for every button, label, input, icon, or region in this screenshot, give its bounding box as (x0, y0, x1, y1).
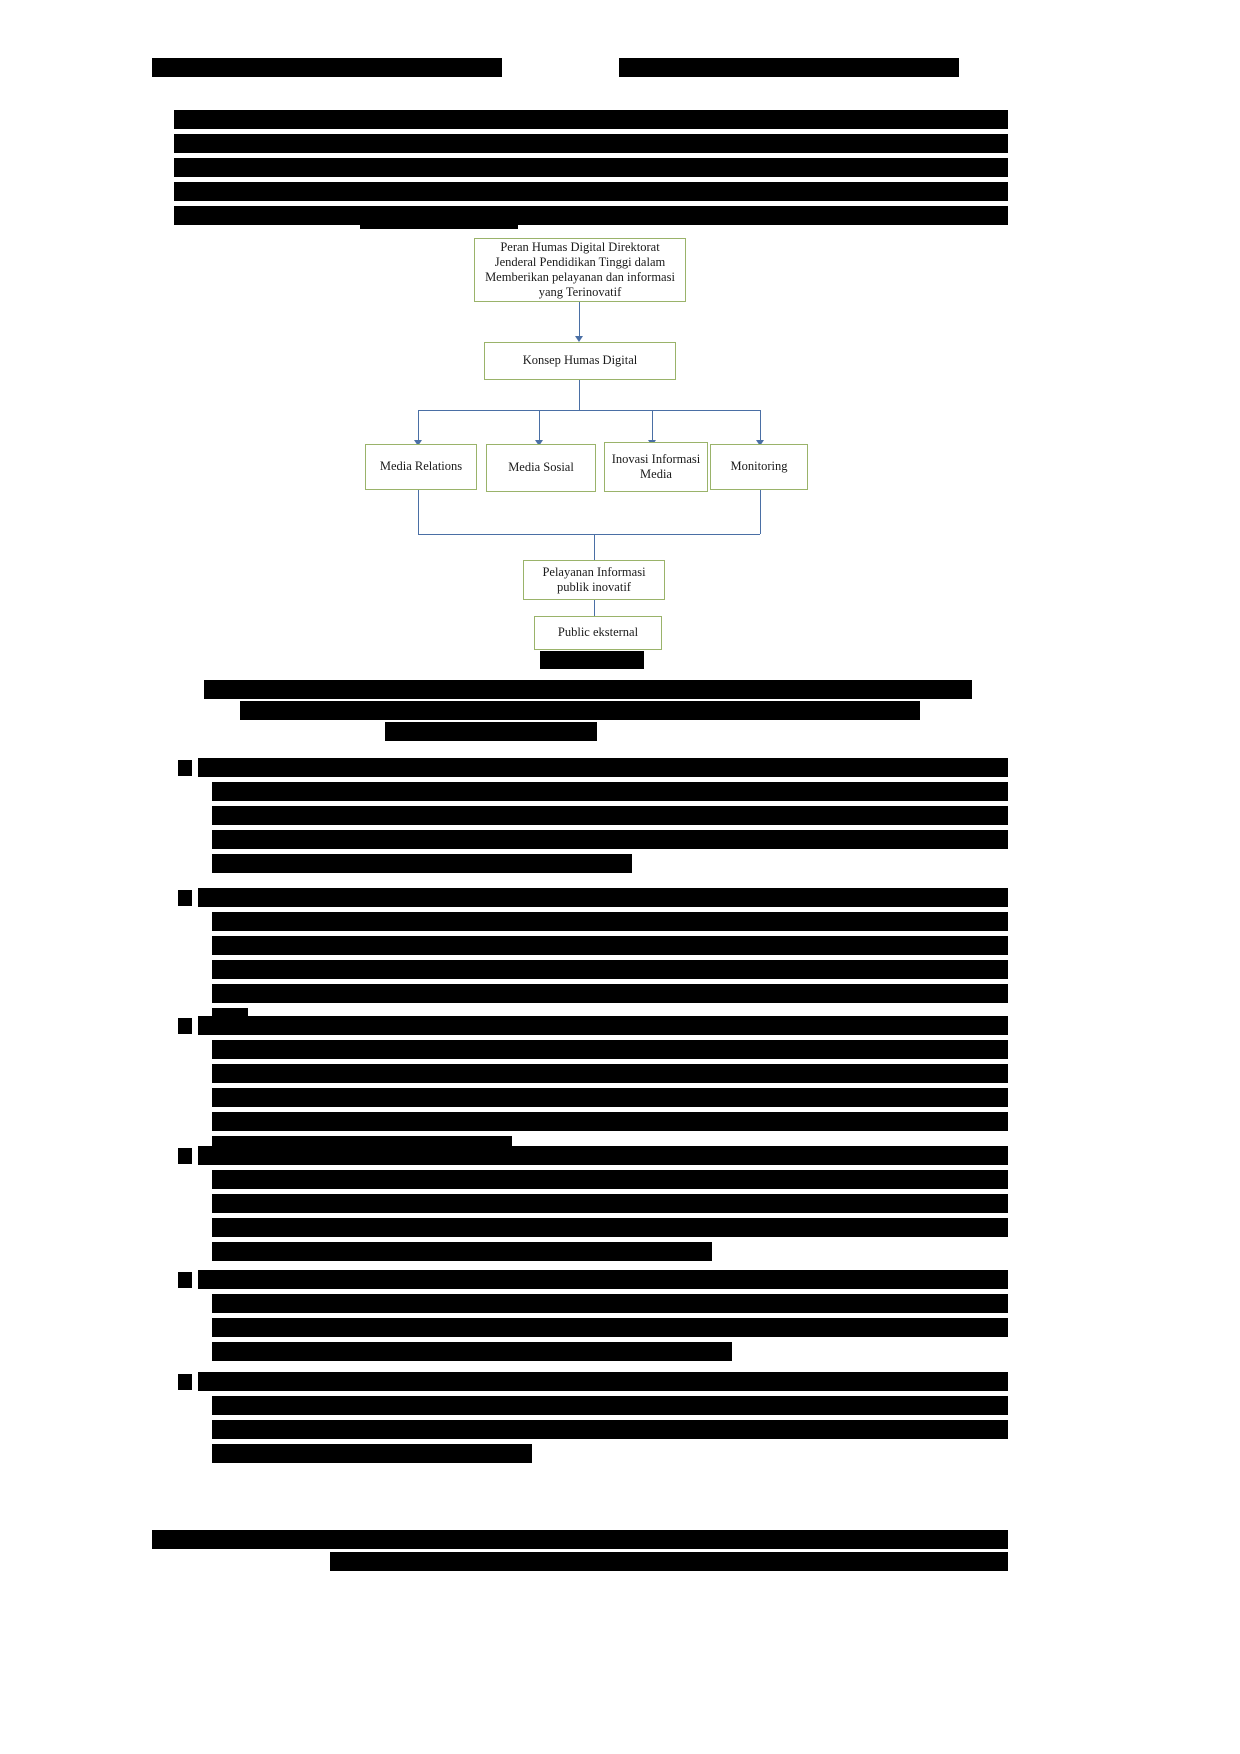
list-marker (178, 1148, 192, 1164)
redacted-bar (212, 1342, 732, 1361)
redacted-bar (174, 158, 1008, 177)
redacted-bar (198, 888, 1008, 907)
diagram-node-inovasi-informasi-media: Inovasi Informasi Media (604, 442, 708, 492)
diagram-node-public-eksternal: Public eksternal (534, 616, 662, 650)
list-marker (178, 1374, 192, 1390)
redacted-bar (212, 960, 1008, 979)
diagram-node-title: Peran Humas Digital Direktorat Jenderal Pendidikan Tinggi dalam Memberikan pelayanan dan informasi yang Terinovatif (474, 238, 686, 302)
connector-line (760, 490, 761, 534)
redacted-bar (204, 680, 972, 699)
redacted-bar (198, 1146, 1008, 1165)
redacted-bar (212, 1294, 1008, 1313)
redacted-bar (212, 1396, 1008, 1415)
redacted-bar (240, 701, 920, 720)
diagram-node-konsep: Konsep Humas Digital (484, 342, 676, 380)
redacted-bar (198, 1270, 1008, 1289)
redacted-bar (152, 1530, 1008, 1549)
redacted-bar (212, 782, 1008, 801)
diagram-node-media-sosial: Media Sosial (486, 444, 596, 492)
redacted-bar (330, 1552, 1008, 1571)
list-marker (178, 890, 192, 906)
list-marker (178, 1272, 192, 1288)
connector-line (418, 490, 419, 534)
redacted-bar (212, 854, 632, 873)
redacted-bar (198, 1372, 1008, 1391)
connector-line (579, 380, 580, 410)
diagram-node-media-relations: Media Relations (365, 444, 477, 490)
redacted-bar (212, 1242, 712, 1261)
connector-line (418, 534, 760, 535)
redacted-bar (212, 1420, 1008, 1439)
connector-line (418, 410, 419, 442)
redacted-bar (152, 58, 502, 77)
connector-line (539, 410, 540, 442)
redacted-bar (174, 110, 1008, 129)
redacted-bar (360, 210, 518, 229)
redacted-bar (212, 806, 1008, 825)
redacted-bar (385, 722, 597, 741)
connector-line (579, 302, 580, 338)
redacted-bar (212, 1088, 1008, 1107)
redacted-bar (212, 984, 1008, 1003)
diagram-node-pelayanan: Pelayanan Informasi publik inovatif (523, 560, 665, 600)
redacted-bar (198, 758, 1008, 777)
redacted-bar (212, 1444, 532, 1463)
redacted-bar (212, 936, 1008, 955)
list-marker (178, 1018, 192, 1034)
redacted-bar (619, 58, 959, 77)
redacted-bar (212, 1112, 1008, 1131)
redacted-bar (212, 830, 1008, 849)
redacted-bar (212, 1064, 1008, 1083)
redacted-bar (174, 182, 1008, 201)
redacted-bar (212, 912, 1008, 931)
redacted-bar (174, 206, 1008, 225)
redacted-bar (212, 1170, 1008, 1189)
connector-line (760, 410, 761, 442)
diagram-node-monitoring: Monitoring (710, 444, 808, 490)
redacted-bar (212, 1194, 1008, 1213)
redacted-bar (212, 1218, 1008, 1237)
flowchart-diagram (380, 238, 900, 668)
connector-line (652, 410, 653, 442)
redacted-bar (174, 134, 1008, 153)
redacted-bar (198, 1016, 1008, 1035)
connector-line (418, 410, 760, 411)
redacted-bar (540, 651, 644, 669)
redacted-bar (212, 1040, 1008, 1059)
list-marker (178, 760, 192, 776)
redacted-bar (212, 1318, 1008, 1337)
